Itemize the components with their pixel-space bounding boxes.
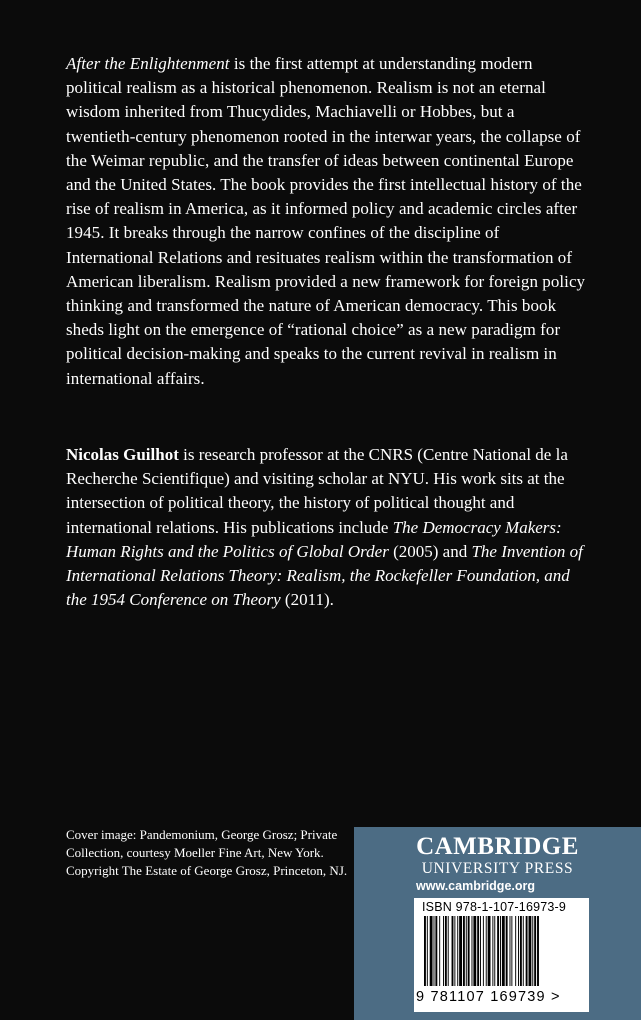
barcode-bar [486, 916, 487, 986]
barcode-bar [473, 916, 476, 986]
barcode-bar [457, 916, 458, 986]
barcode-bar [434, 916, 435, 986]
barcode-bar [452, 916, 454, 986]
blurb-text: is the first attempt at understanding modern political realism as a historical phenomenon. Realism is not an eternal wisdom inherited from Thucydides, Machiavelli or Hobbes, but a twentieth-century phenomenon rooted in the interwar years, the collapse of the Weimar republic, and the transfer of ideas between continental Europe and the United States. The book provides the first intellectual history of the rise of realism in America, as it informed policy and academic circles after 1945. It breaks through the narrow confines of the discipline of International Relations and resituates realism within the transformation of American liberalism. Realism provided a new framework for foreign policy thinking and transformed the nature of American democracy. This book sheds light on the emergence of “rational choice” as a new paradigm for political decision-making and speaks to the current revival in realism in international affairs. [66, 54, 586, 388]
barcode-bar [430, 916, 433, 986]
barcode-bar [468, 916, 470, 986]
barcode-bar [497, 916, 499, 986]
bio-text: is research professor at the CNRS (Centre National de la Recherche Scientifique) and visiting scholar at NYU. His work sits at the intersection of political theory, the history of political thought and international relations. His publications include [66, 445, 568, 537]
barcode-bar [488, 916, 491, 986]
publisher-subtitle: UNIVERSITY PRESS [421, 860, 574, 877]
barcode-bar [506, 916, 508, 986]
barcode-bar [537, 916, 539, 986]
barcode-bar [502, 916, 505, 986]
barcode-bar [483, 916, 484, 986]
barcode-bar [492, 916, 493, 986]
publisher-barcode-icon [422, 916, 580, 988]
author-name: Nicolas Guilhot [66, 445, 179, 464]
isbn-barcode [414, 898, 589, 1012]
barcode-bar [510, 916, 511, 986]
barcode-bar [443, 916, 444, 986]
isbn-label: ISBN 978-1-107-16973-9 [422, 900, 567, 914]
cover-blurb [66, 52, 586, 391]
barcode-bar [439, 916, 440, 986]
barcode-bar [520, 916, 522, 986]
barcode-bar [445, 916, 447, 986]
barcode-bar [448, 916, 449, 986]
barcode-bar [534, 916, 536, 986]
bio-text: (2005) and [388, 541, 472, 561]
barcode-bar [532, 916, 533, 986]
barcode-bar [454, 916, 455, 986]
barcode-bar [518, 916, 519, 986]
publisher-panel [354, 827, 641, 1020]
book-title-2: The Invention of International Relations Theory: Realism, the Rockefeller Foundation, and the 1954 Conference on Theory [66, 541, 583, 610]
barcode-bar [463, 916, 465, 986]
book-title: After the Enlightenment [66, 54, 230, 73]
publisher-logo: CAMBRIDGE [416, 833, 579, 860]
book-title-1: The Democracy Makers: Human Rights and the Politics of Global Order [66, 517, 562, 561]
barcode-bar [526, 916, 528, 986]
barcode-bar [466, 916, 467, 986]
barcode-bar [435, 916, 437, 986]
barcode-bar [459, 916, 462, 986]
bio-text: (2011). [280, 590, 334, 610]
barcode-bar [529, 916, 532, 986]
barcode-bar [523, 916, 524, 986]
barcode-bar [427, 916, 428, 986]
barcode-bar [515, 916, 516, 986]
barcode-bar [494, 916, 495, 986]
author-bio [66, 443, 586, 612]
barcode-bar [472, 916, 473, 986]
barcode-bar [500, 916, 501, 986]
cover-credit: Cover image: Pandemonium, George Grosz; Private Collection, courtesy Moeller Fine Art, New York. Copyright The Estate of George Grosz, Princeton, NJ. [66, 827, 348, 878]
barcode-bar [511, 916, 512, 986]
barcode-digits: 9 781107 169739 > [416, 989, 561, 1005]
barcode-bar [424, 916, 426, 986]
publisher-url: www.cambridge.org [416, 879, 536, 893]
barcode-bar [477, 916, 479, 986]
barcode-bar [480, 916, 481, 986]
